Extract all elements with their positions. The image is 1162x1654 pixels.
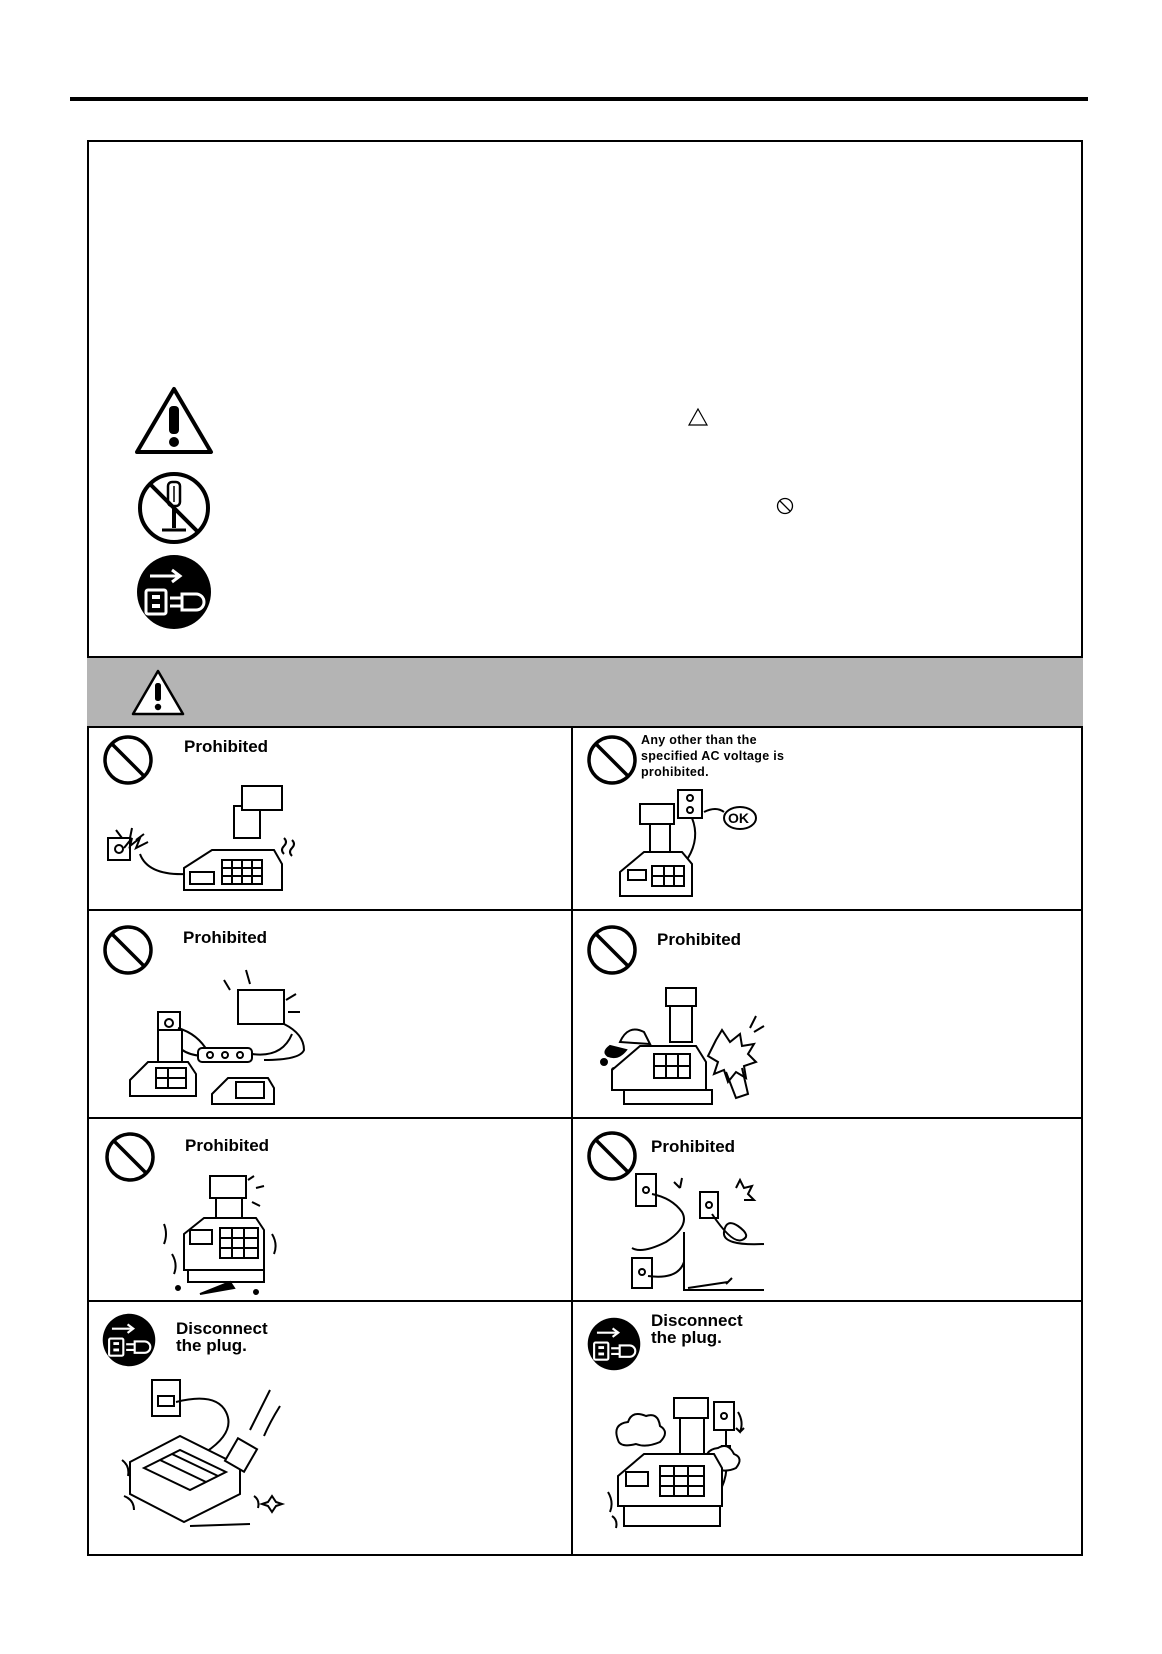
overloaded-power-strip-illustration [128, 970, 318, 1110]
cell-label: Prohibited [183, 928, 268, 947]
register-smoking-illustration [604, 1396, 774, 1540]
register-fallen-illustration [120, 1376, 290, 1536]
liquid-spill-on-register-illustration [596, 986, 766, 1110]
cell-label: Any other than the specified AC voltage is prohibited. [641, 733, 785, 779]
cell-label: Prohibited [185, 1136, 270, 1155]
warning-triangle-icon [134, 386, 214, 456]
warning-banner [87, 656, 1083, 728]
ok-text: OK [728, 810, 749, 826]
prohibited-icon [102, 924, 154, 976]
row-divider [87, 1117, 1083, 1119]
row-divider [87, 909, 1083, 911]
cell-label: Disconnect the plug. [176, 1319, 268, 1355]
cell-label: Prohibited [651, 1137, 736, 1156]
warning-triangle-icon [131, 669, 185, 717]
cash-register-correct-outlet-illustration [620, 784, 780, 904]
disconnect-plug-icon [587, 1317, 641, 1371]
column-divider [571, 727, 573, 1556]
no-disassembly-icon [136, 470, 212, 546]
register-dropped-illustration [160, 1174, 280, 1298]
prohibited-icon [586, 924, 638, 976]
disconnect-plug-icon [136, 554, 212, 630]
cell-label: Prohibited [184, 737, 269, 756]
cell-label: Disconnect the plug. [651, 1311, 743, 1347]
prohibited-icon [104, 1131, 156, 1183]
small-triangle-symbol [688, 408, 708, 426]
cell-label: Prohibited [657, 930, 742, 949]
damaged-power-cord-illustration [626, 1172, 776, 1296]
top-rule [70, 97, 1088, 101]
row-divider [87, 1300, 1083, 1302]
cash-register-plug-sparking-illustration [104, 778, 304, 904]
small-prohibited-symbol [776, 497, 794, 515]
disconnect-plug-icon [102, 1313, 156, 1367]
prohibited-icon [586, 734, 638, 786]
